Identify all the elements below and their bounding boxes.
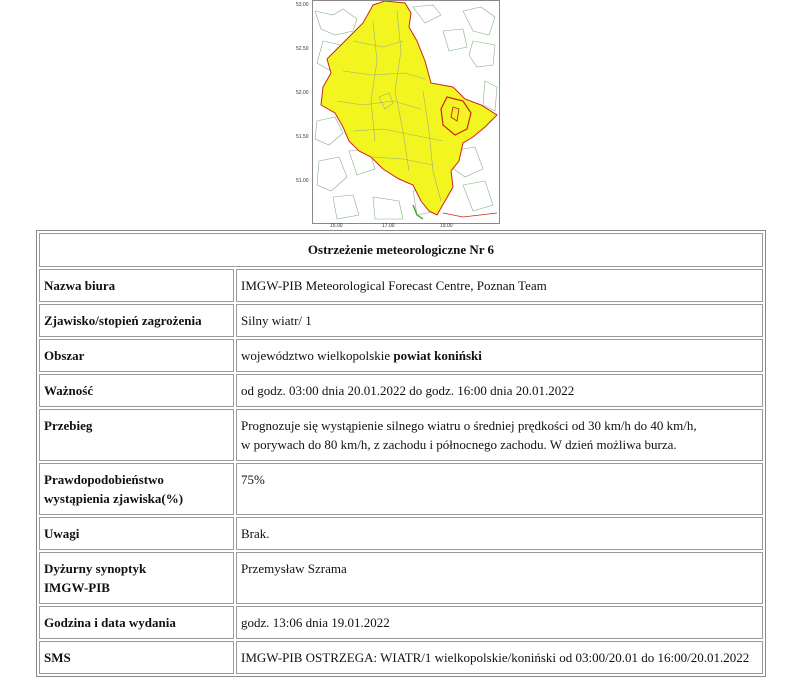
- lon-label: 17.00: [382, 223, 395, 229]
- label-line: wystąpienia zjawiska(%): [44, 491, 184, 506]
- table-row: [39, 606, 763, 639]
- lat-label: 53.00: [296, 2, 309, 8]
- row-value: Brak.: [236, 517, 763, 550]
- label-line: Dyżurny synoptyk: [44, 561, 147, 576]
- neighbor-outline: [413, 205, 423, 219]
- row-value: od godz. 03:00 dnia 20.01.2022 do godz. 16:00 dnia 20.01.2022: [236, 374, 763, 407]
- table-row: [39, 517, 763, 550]
- lat-label: 51.00: [296, 178, 309, 184]
- warning-title: Ostrzeżenie meteorologiczne Nr 6: [39, 233, 763, 267]
- row-value: [236, 409, 763, 461]
- table-row: [39, 339, 763, 372]
- region-map-graphic: [313, 1, 499, 223]
- warning-table: [36, 230, 766, 677]
- lon-label: 19.00: [440, 223, 453, 229]
- row-label: Godzina i data wydania: [39, 606, 234, 639]
- description-line: Prognozuje się wystąpienie silnego wiatru o średniej prędkości od 30 km/h do 40 km/h,: [241, 418, 697, 433]
- row-label: Nazwa biura: [39, 269, 234, 302]
- lat-label: 52.00: [296, 90, 309, 96]
- row-value: Silny wiatr/ 1: [236, 304, 763, 337]
- row-label: Przebieg: [39, 409, 234, 461]
- warning-map: [312, 0, 500, 224]
- lon-label: 15.00: [330, 223, 343, 229]
- area-region: województwo wielkopolskie: [241, 348, 394, 363]
- table-row: [39, 304, 763, 337]
- table-row: [39, 409, 763, 461]
- table-row: [39, 463, 763, 515]
- row-value: IMGW-PIB Meteorological Forecast Centre, Poznan Team: [236, 269, 763, 302]
- area-district: powiat koniński: [393, 348, 482, 363]
- label-line: IMGW-PIB: [44, 580, 110, 595]
- label-line: Prawdopodobieństwo: [44, 472, 164, 487]
- row-label: [39, 552, 234, 604]
- row-value: 75%: [236, 463, 763, 515]
- region-wielkopolskie: [321, 1, 497, 215]
- row-label: Uwagi: [39, 517, 234, 550]
- row-label: SMS: [39, 641, 234, 674]
- row-label: Zjawisko/stopień zagrożenia: [39, 304, 234, 337]
- row-value: Przemysław Szrama: [236, 552, 763, 604]
- table-row: [39, 552, 763, 604]
- row-value: [236, 339, 763, 372]
- description-line: w porywach do 80 km/h, z zachodu i północnego zachodu. W dzień możliwa burza.: [241, 437, 677, 452]
- table-row: [39, 269, 763, 302]
- row-label: Ważność: [39, 374, 234, 407]
- table-row: [39, 374, 763, 407]
- lat-label: 51.50: [296, 134, 309, 140]
- row-label: [39, 463, 234, 515]
- row-value: IMGW-PIB OSTRZEGA: WIATR/1 wielkopolskie/koniński od 03:00/20.01 do 16:00/20.01.2022: [236, 641, 763, 674]
- row-value: godz. 13:06 dnia 19.01.2022: [236, 606, 763, 639]
- row-label: Obszar: [39, 339, 234, 372]
- border-line: [443, 213, 497, 217]
- lat-label: 52.50: [296, 46, 309, 52]
- table-row: [39, 641, 763, 674]
